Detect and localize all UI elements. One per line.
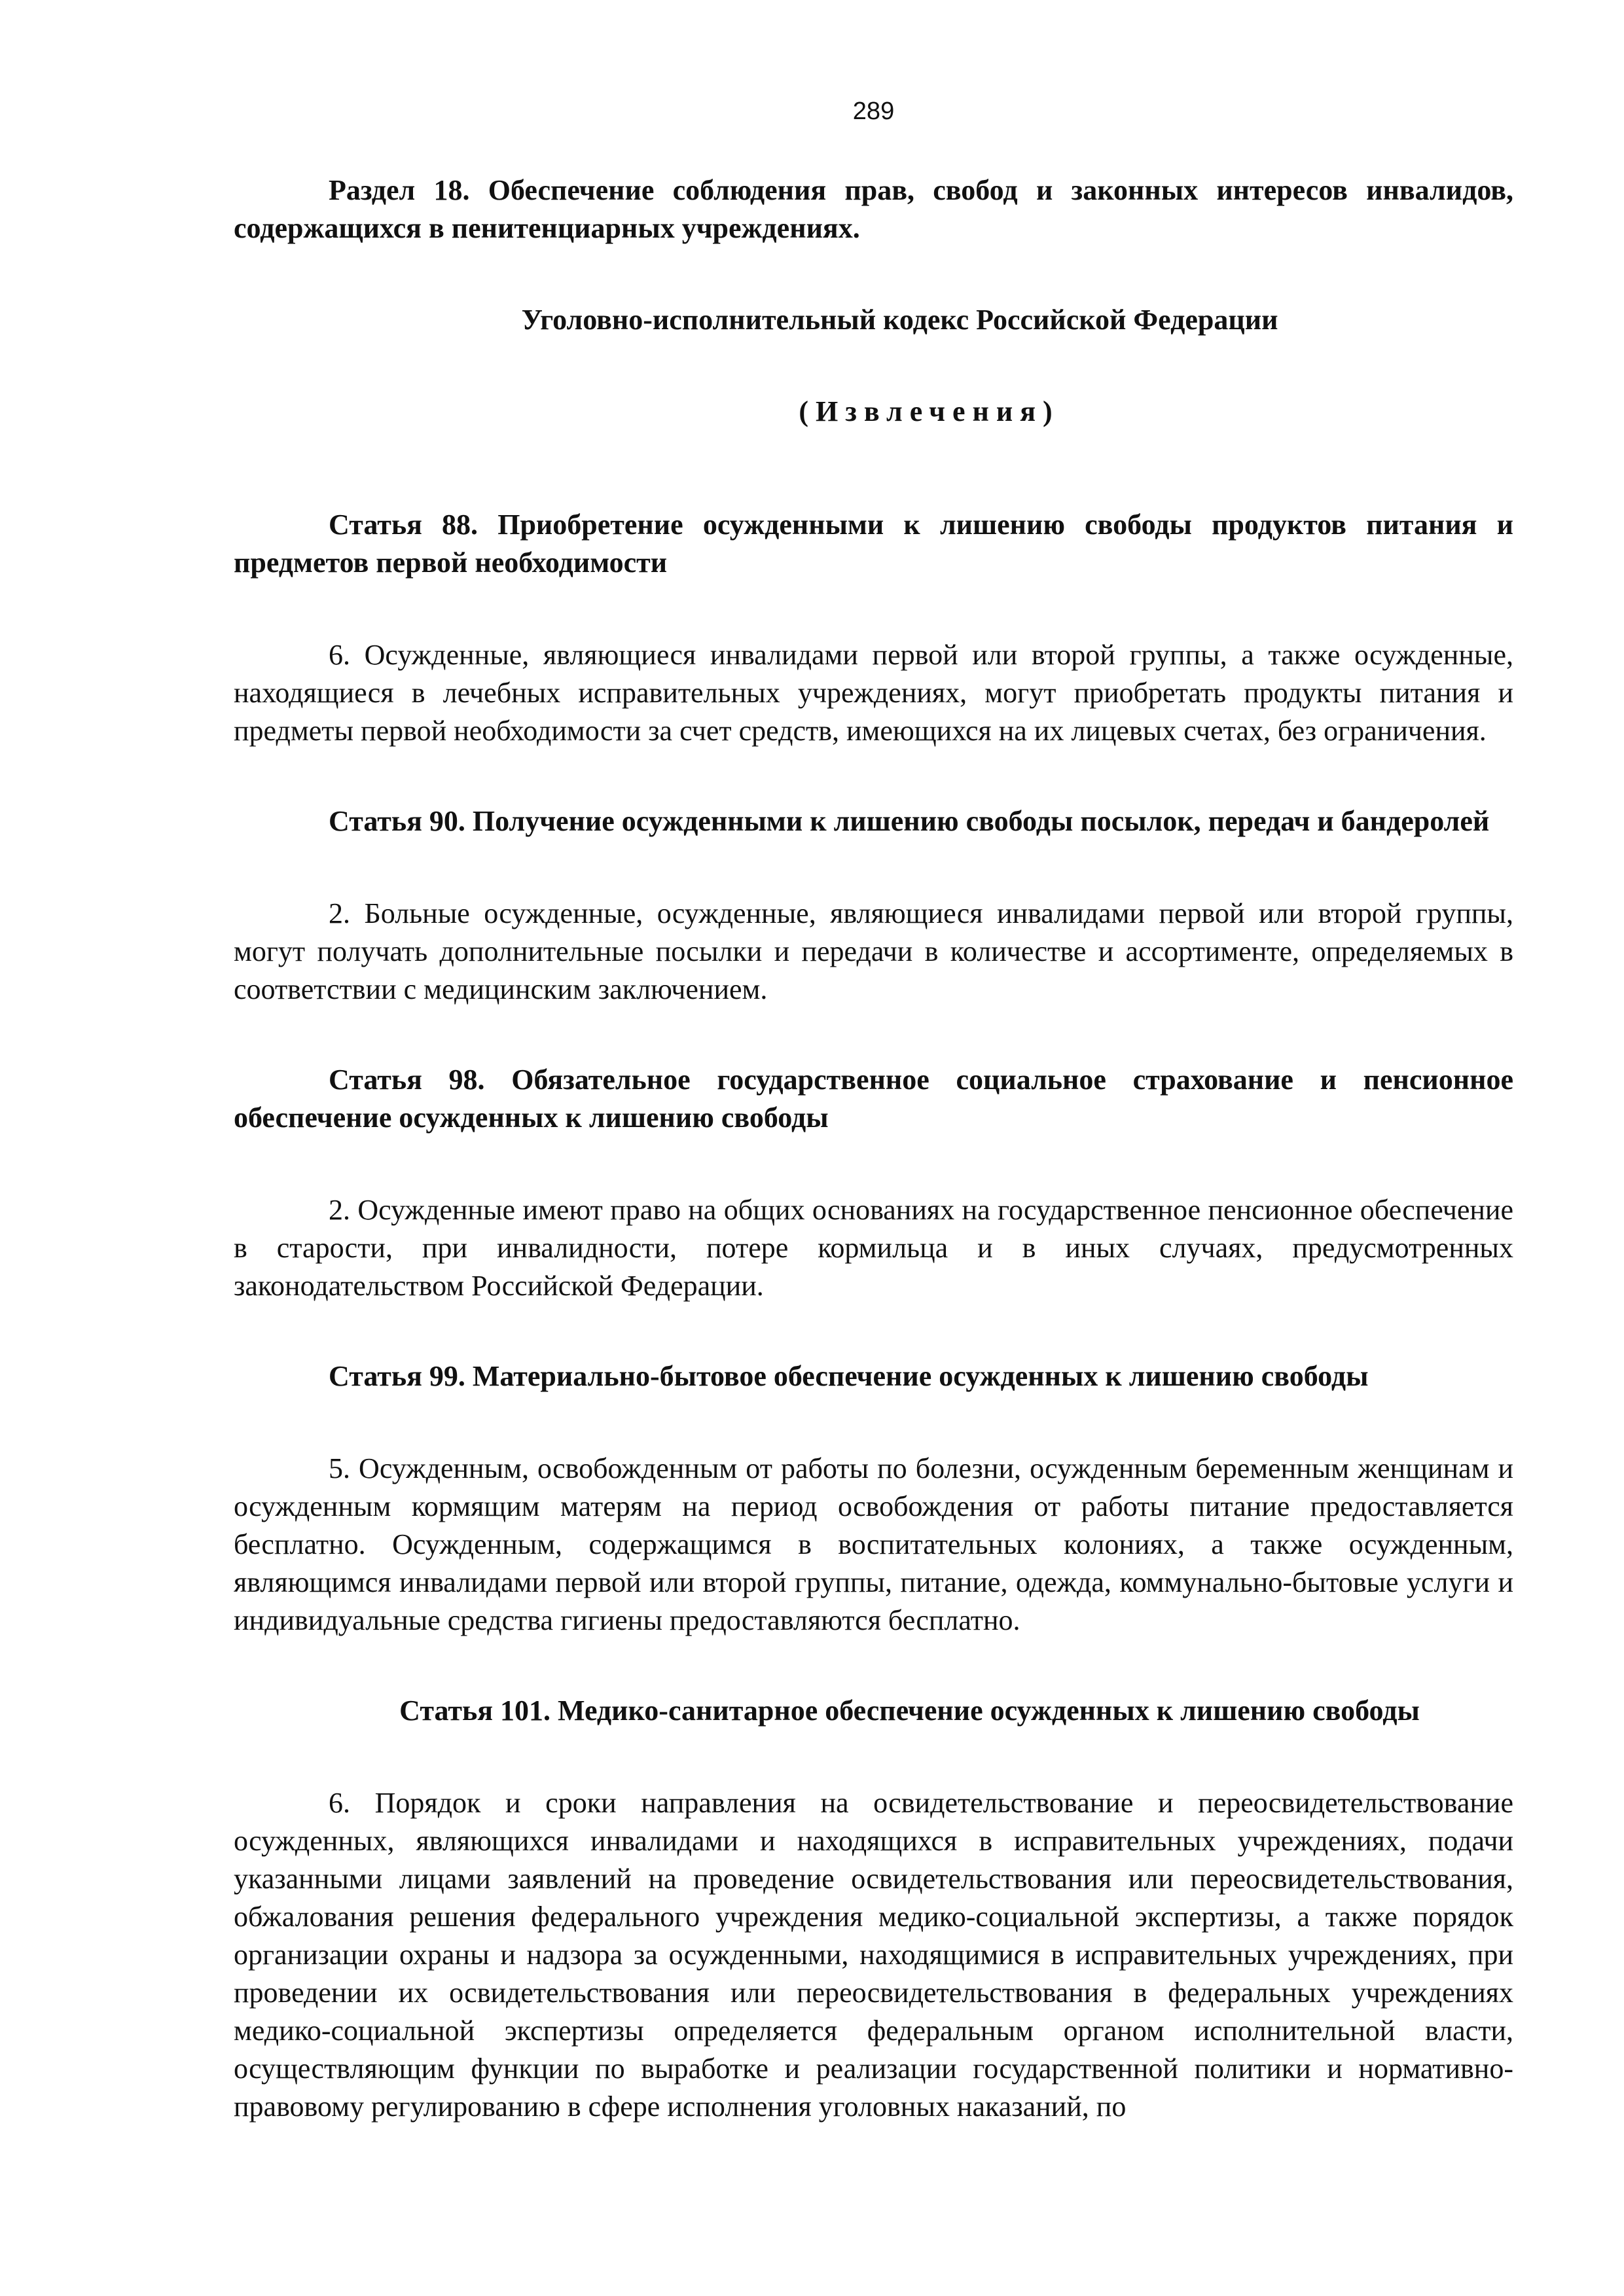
article-90-heading: Статья 90. Получение осужденными к лишению свободы посылок, передач и бандеролей bbox=[329, 805, 1490, 837]
code-title: Уголовно-исполнительный кодекс Российской Федерации bbox=[521, 304, 1278, 336]
article-101-text: 6. Порядок и сроки направления на освидетельствование и переосвидетельствование осужденных, являющихся инвалидами и находящихся в исправительных учреждениях, подачи указанными лицами заявлений на проведение освидетельствования или переосвидетельствования, обжалования решения федерального учреждения медико-социальной экспертизы, а также порядок организации охраны и надзора за осужденными, находящимися в исправительных учреждениях, при проведении их освидетельствования или переосвидетельствования в федеральных учреждениях медико-социальной экспертизы определяется федеральным органом исполнительной власти, осуществляющим функции по выработке и реализации государственной политики и нормативно-правовому регулированию в сфере исполнения уголовных наказаний, по bbox=[234, 1787, 1513, 2123]
article-90-text: 2. Больные осужденные, осужденные, являющиеся инвалидами первой или второй группы, могут получать дополнительные посылки и передачи в количестве и ассортименте, определяемых в соответствии с медицинским заключением. bbox=[234, 897, 1513, 1005]
section-heading: Раздел 18. Обеспечение соблюдения прав, свобод и законных интересов инвалидов, содержащихся в пенитенциарных учреждениях. bbox=[234, 174, 1513, 244]
article-98-text: 2. Осужденные имеют право на общих основаниях на государственное пенсионное обеспечение в старости, при инвалидности, потере кормильца и в иных случаях, предусмотренных законодательством Российской Федерации. bbox=[234, 1194, 1513, 1302]
page-number: 289 bbox=[852, 98, 895, 125]
article-99-heading: Статья 99. Материально-бытовое обеспечение осужденных к лишению свободы bbox=[329, 1360, 1369, 1392]
article-101-heading: Статья 101. Медико-санитарное обеспечение осужденных к лишению свободы bbox=[399, 1695, 1420, 1727]
article-88-text: 6. Осужденные, являющиеся инвалидами первой или второй группы, а также осужденные, находящиеся в лечебных исправительных учреждениях, могут приобретать продукты питания и предметы первой необходимости за счет средств, имеющихся на их лицевых счетах, без ограничения. bbox=[234, 639, 1513, 747]
article-99-text: 5. Осужденным, освобожденным от работы по болезни, осужденным беременным женщинам и осужденным кормящим матерям на период освобождения от работы питание предоставляется бесплатно. Осужденным, содержащимся в воспитательных колониях, а также осужденным, являющимся инвалидами первой или второй группы, питание, одежда, коммунально-бытовые услуги и индивидуальные средства гигиены предоставляются бесплатно. bbox=[234, 1452, 1513, 1636]
document-content bbox=[234, 171, 1513, 2126]
extract-label: (Извлечения) bbox=[799, 395, 1060, 427]
article-88-heading: Статья 88. Приобретение осужденными к лишению свободы продуктов питания и предметов первой необходимости bbox=[234, 509, 1513, 579]
article-98-heading: Статья 98. Обязательное государственное социальное страхование и пенсионное обеспечение осужденных к лишению свободы bbox=[234, 1064, 1513, 1134]
